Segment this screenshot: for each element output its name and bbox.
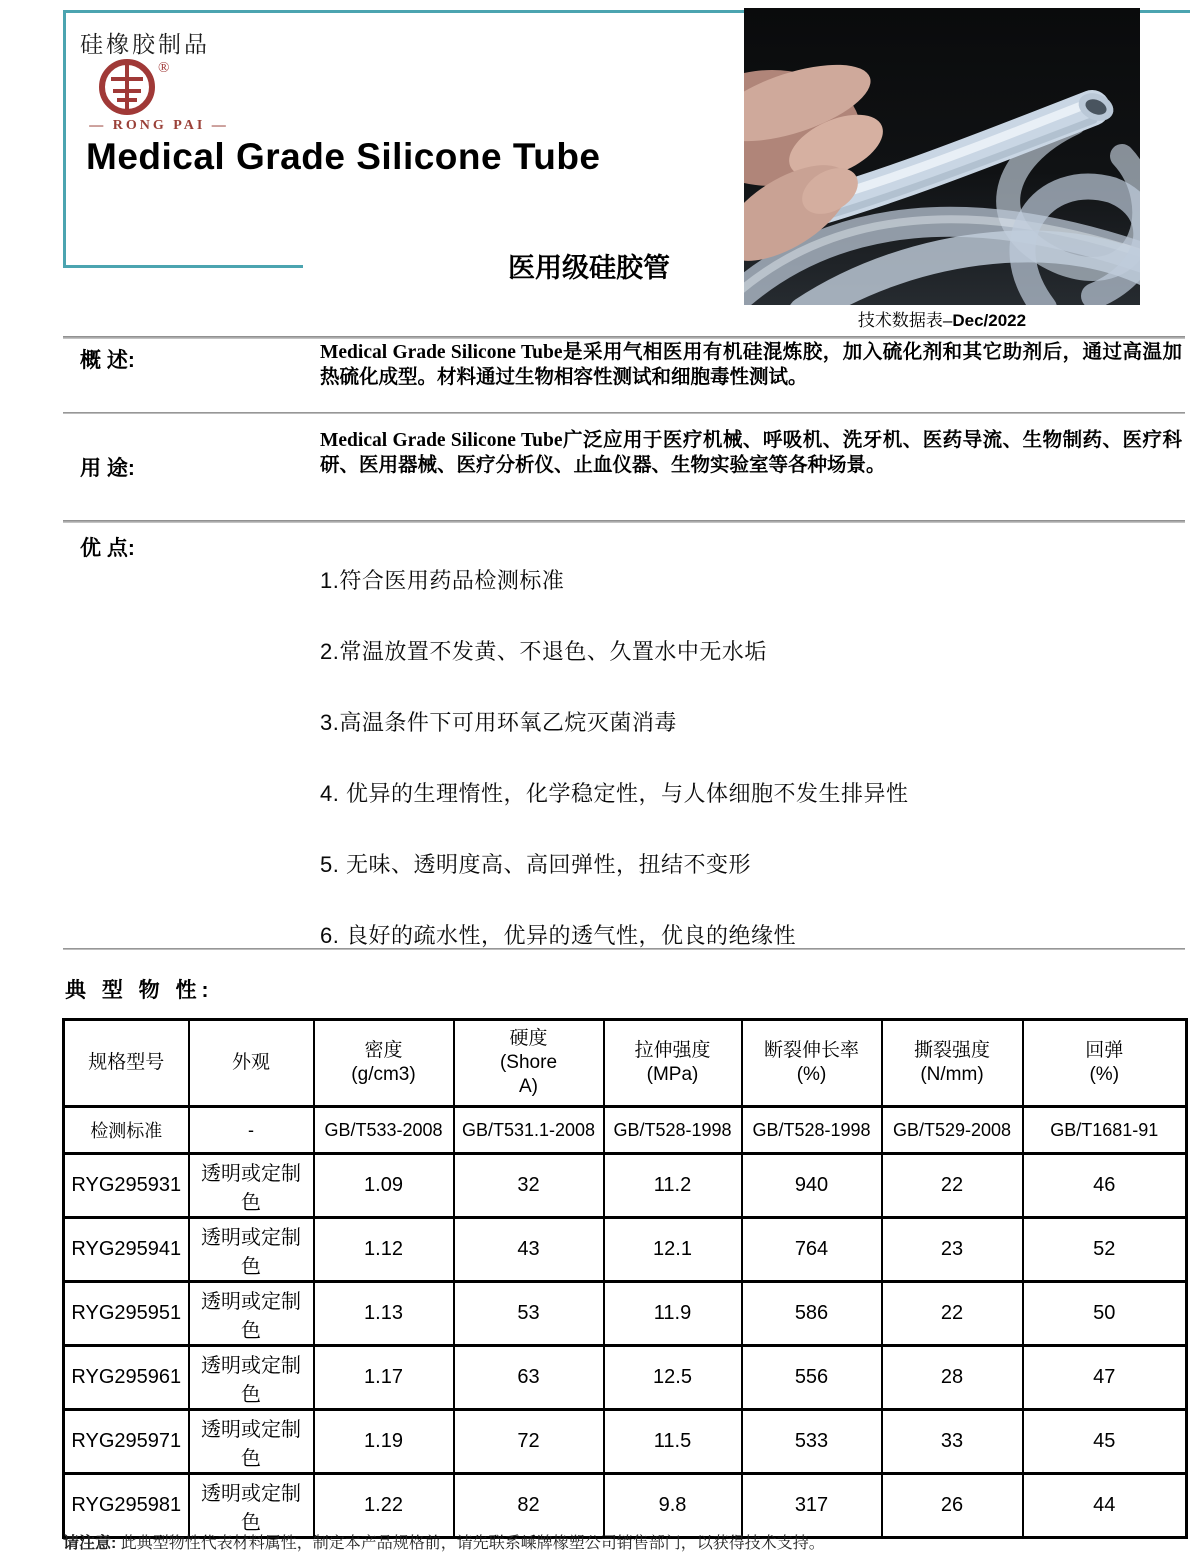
value-cell: 46: [1023, 1154, 1187, 1218]
brand-name: — RONG PAI —: [89, 118, 229, 133]
value-cell: 1.19: [314, 1410, 454, 1474]
value-cell: -: [189, 1107, 314, 1154]
value-cell: 11.9: [604, 1282, 742, 1346]
column-header: 断裂伸长率 (%): [742, 1020, 882, 1107]
value-cell: GB/T1681-91: [1023, 1107, 1187, 1154]
value-cell: GB/T531.1-2008: [454, 1107, 604, 1154]
value-cell: 44: [1023, 1474, 1187, 1538]
advantages-section-label: 优 点:: [80, 537, 135, 560]
model-cell: RYG295931: [64, 1154, 189, 1218]
value-cell: 透明或定制色: [189, 1154, 314, 1218]
value-cell: 透明或定制色: [189, 1410, 314, 1474]
table-row: [64, 1346, 1187, 1410]
value-cell: 1.09: [314, 1154, 454, 1218]
datasheet-caption: [744, 306, 1140, 331]
model-cell: RYG295951: [64, 1282, 189, 1346]
advantages-list: [320, 564, 1190, 990]
product-category: 硅橡胶制品: [80, 31, 210, 57]
model-cell: RYG295971: [64, 1410, 189, 1474]
frame-bottom-border: [63, 265, 303, 268]
value-cell: GB/T529-2008: [882, 1107, 1023, 1154]
value-cell: GB/T528-1998: [742, 1107, 882, 1154]
column-header: 硬度 (Shore A): [454, 1020, 604, 1107]
table-row: [64, 1410, 1187, 1474]
value-cell: 1.22: [314, 1474, 454, 1538]
value-cell: 53: [454, 1282, 604, 1346]
value-cell: 23: [882, 1218, 1023, 1282]
value-cell: 556: [742, 1346, 882, 1410]
usage-text: Medical Grade Silicone Tube广泛应用于医疗机械、呼吸机、洗牙机、医药导流、生物制药、医疗科研、医用器械、医疗分析仪、止血仪器、生物实验室等各种场景。: [320, 430, 1182, 476]
value-cell: 28: [882, 1346, 1023, 1410]
model-cell: RYG295941: [64, 1218, 189, 1282]
rongpai-logo-icon: [96, 56, 256, 123]
value-cell: 1.13: [314, 1282, 454, 1346]
datasheet-date: Dec/2022: [952, 311, 1027, 330]
value-cell: 72: [454, 1410, 604, 1474]
value-cell: 47: [1023, 1346, 1187, 1410]
value-cell: 940: [742, 1154, 882, 1218]
column-header: 密度 (g/cm3): [314, 1020, 454, 1107]
page-title-zh: 医用级硅胶管: [508, 253, 670, 283]
list-item: 1.符合医用药品检测标准: [320, 568, 565, 593]
value-cell: 43: [454, 1218, 604, 1282]
separator: [63, 412, 1185, 414]
model-cell: RYG295961: [64, 1346, 189, 1410]
separator: [63, 336, 1185, 339]
value-cell: 764: [742, 1218, 882, 1282]
value-cell: 63: [454, 1346, 604, 1410]
value-cell: 52: [1023, 1218, 1187, 1282]
footer-note-text: 此典型物性代表材料属性，制定本产品规格前，请先联系嵊牌橡塑公司销售部门，以获得技术支持。: [116, 1535, 825, 1552]
value-cell: 33: [882, 1410, 1023, 1474]
column-header: 回弹 (%): [1023, 1020, 1187, 1107]
value-cell: 32: [454, 1154, 604, 1218]
separator: [63, 520, 1185, 523]
list-item: 4. 优异的生理惰性，化学稳定性，与人体细胞不发生排异性: [320, 781, 909, 806]
value-cell: 透明或定制色: [189, 1282, 314, 1346]
value-cell: 9.8: [604, 1474, 742, 1538]
value-cell: 12.5: [604, 1346, 742, 1410]
value-cell: 50: [1023, 1282, 1187, 1346]
table-row: [64, 1218, 1187, 1282]
usage-section-label: 用 途:: [80, 457, 135, 480]
value-cell: 26: [882, 1474, 1023, 1538]
table-row: [64, 1474, 1187, 1538]
value-cell: 11.2: [604, 1154, 742, 1218]
column-header: 撕裂强度 (N/mm): [882, 1020, 1023, 1107]
registered-mark: ®: [158, 60, 170, 76]
footer-note: [63, 1530, 825, 1553]
overview-text: Medical Grade Silicone Tube是采用气相医用有机硅混炼胶，加入硫化剂和其它助剂后，通过高温加热硫化成型。材料通过生物相容性测试和细胞毒性测试。: [320, 342, 1182, 388]
value-cell: 1.12: [314, 1218, 454, 1282]
table-row: [64, 1154, 1187, 1218]
value-cell: 透明或定制色: [189, 1346, 314, 1410]
value-cell: 22: [882, 1154, 1023, 1218]
table-row: [64, 1107, 1187, 1154]
footer-note-label: 请注意:: [63, 1535, 117, 1552]
properties-section-title: 典 型 物 性:: [65, 979, 214, 1002]
list-item: 2.常温放置不发黄、不退色、久置水中无水垢: [320, 639, 767, 664]
model-cell: 检测标准: [64, 1107, 189, 1154]
list-item: 6. 良好的疏水性，优异的透气性，优良的绝缘性: [320, 923, 796, 948]
value-cell: 317: [742, 1474, 882, 1538]
column-header: 规格型号: [64, 1020, 189, 1107]
datasheet-label: 技术数据表–: [857, 311, 953, 330]
overview-section-label: 概 述:: [80, 349, 135, 372]
column-header: 拉伸强度 (MPa): [604, 1020, 742, 1107]
value-cell: 82: [454, 1474, 604, 1538]
value-cell: 1.17: [314, 1346, 454, 1410]
silicone-tube-photo: [744, 8, 1140, 305]
value-cell: 透明或定制色: [189, 1218, 314, 1282]
column-header: 外观: [189, 1020, 314, 1107]
value-cell: 透明或定制色: [189, 1474, 314, 1538]
list-item: 3.高温条件下可用环氧乙烷灭菌消毒: [320, 710, 677, 735]
model-cell: RYG295981: [64, 1474, 189, 1538]
value-cell: GB/T528-1998: [604, 1107, 742, 1154]
value-cell: 12.1: [604, 1218, 742, 1282]
value-cell: 11.5: [604, 1410, 742, 1474]
properties-table: [62, 1018, 1188, 1539]
value-cell: 45: [1023, 1410, 1187, 1474]
value-cell: GB/T533-2008: [314, 1107, 454, 1154]
value-cell: 586: [742, 1282, 882, 1346]
value-cell: 22: [882, 1282, 1023, 1346]
property-table-header-row: [64, 1020, 1187, 1107]
page-title-en: Medical Grade Silicone Tube: [86, 136, 601, 177]
property-table-body: [64, 1107, 1187, 1538]
frame-left-border: [63, 10, 66, 268]
table-row: [64, 1282, 1187, 1346]
list-item: 5. 无味、透明度高、高回弹性，扭结不变形: [320, 852, 751, 877]
value-cell: 533: [742, 1410, 882, 1474]
